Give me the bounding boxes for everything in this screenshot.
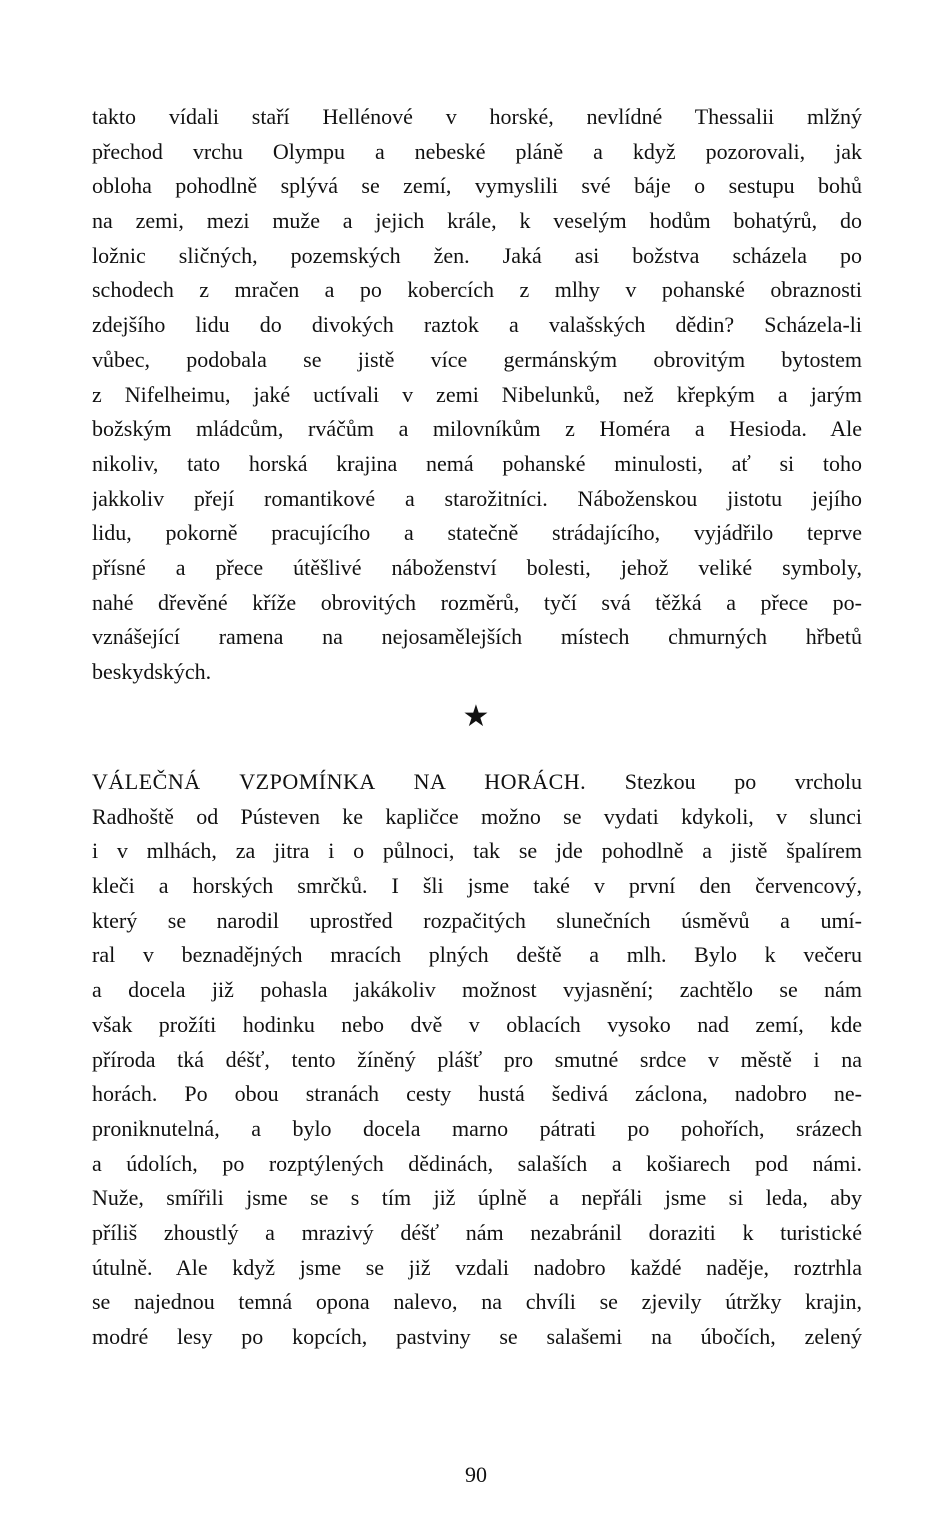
text-line: schodech z mračen a po kobercích z mlhy v pohanské obraznosti xyxy=(92,277,862,303)
text-line: nahé dřevěné kříže obrovitých rozměrů, tyčí svá těžká a přece po- xyxy=(92,589,862,615)
text-line: lidu, pokorně pracujícího a statečně strádajícího, vyjádřilo teprve xyxy=(92,520,862,546)
text-line: proniknutelná, a bylo docela marno pátrati po pohořích, srázech xyxy=(92,1115,862,1141)
text-line: přechod vrchu Olympu a nebeské pláně a když pozorovali, jak xyxy=(92,138,862,164)
text-line: horách. Po obou stranách cesty hustá šedivá záclona, nadobro ne- xyxy=(92,1081,862,1107)
text-line: z Nifelheimu, jaké uctívali v zemi Nibelunků, než křepkým a jarým xyxy=(92,381,862,407)
text-line: útulně. Ale když jsme se již vzdali nadobro každé naděje, roztrhla xyxy=(92,1254,862,1280)
text-line: příroda tká déšť, tento žíněný plášť pro smutné srdce v městě i na xyxy=(92,1046,862,1072)
text-line: jakkoliv přejí romantikové a starožitníci. Náboženskou jistotu jejího xyxy=(92,485,862,511)
text-line: který se narodil uprostřed rozpačitých slunečních úsměvů a umí- xyxy=(92,907,862,933)
section-paragraph xyxy=(92,765,862,1355)
text-line: beskydských. xyxy=(92,659,212,684)
text-line: se najednou temná opona nalevo, na chvíli se zjevily útržky krajin, xyxy=(92,1289,862,1315)
text-line: Stezkou po vrcholu xyxy=(624,769,862,794)
section-title: VÁLEČNÁ VZPOMÍNKA NA HORÁCH. xyxy=(92,769,587,794)
star-separator-icon: ★ xyxy=(462,699,490,734)
text-line: takto vídali staří Hellénové v horské, nevlídné Thessalii mlžný xyxy=(92,104,862,129)
text-line: vůbec, podobala se jistě více germánským obrovitým bytostem xyxy=(92,346,862,372)
text-line: nikoliv, tato horská krajina nemá pohanské minulosti, ať si toho xyxy=(92,450,862,476)
text-line: i v mlhách, za jitra i o půlnoci, tak se jde pohodlně a jistě špalírem xyxy=(92,838,862,864)
paragraph-continued xyxy=(92,100,862,690)
text-line: božským mládcům, rváčům a milovníkům z Homéra a Hesioda. Ale xyxy=(92,416,862,442)
section-first-line xyxy=(92,765,862,800)
text-line: na zemi, mezi muže a jejich krále, k veselým hodům bohatýrů, do xyxy=(92,208,862,234)
text-line: obloha pohodlně splývá se zemí, vymyslili své báje o sestupu bohů xyxy=(92,173,862,199)
text-line: vznášející ramena na nejosamělejších místech chmurných hřbetů xyxy=(92,624,862,650)
text-line: ložnic sličných, pozemských žen. Jaká asi božstva scházela po xyxy=(92,242,862,268)
text-line: přísné a přece útěšlivé náboženství bolesti, jehož veliké symboly, xyxy=(92,554,862,580)
text-line: Nuže, smířili jsme se s tím již úplně a nepřáli jsme si leda, aby xyxy=(92,1185,862,1211)
text-line: zdejšího lidu do divokých raztok a valašských dědin? Scházela-li xyxy=(92,312,862,338)
text-line: a údolích, po rozptýlených dědinách, salaších a košiarech pod námi. xyxy=(92,1150,862,1176)
text-line: modré lesy po kopcích, pastviny se salašemi na úbočích, zelený xyxy=(92,1324,862,1349)
text-line: ral v beznadějných mracích plných deště a mlh. Bylo k večeru xyxy=(92,942,862,968)
text-line: a docela již pohasla jakákoliv možnost vyjasnění; zachtělo se nám xyxy=(92,977,862,1003)
page-number: 90 xyxy=(465,1462,487,1487)
text-line: však prožíti hodinku nebo dvě v oblacích vysoko nad zemí, kde xyxy=(92,1011,862,1037)
text-line: příliš zhoustlý a mrazivý déšť nám nezabránil doraziti k turistické xyxy=(92,1219,862,1245)
text-line: Radhoště od Pústeven ke kapličce možno se vydati kdykoli, v slunci xyxy=(92,803,862,829)
text-line: kleči a horských smrčků. I šli jsme také v první den červencový, xyxy=(92,873,862,899)
